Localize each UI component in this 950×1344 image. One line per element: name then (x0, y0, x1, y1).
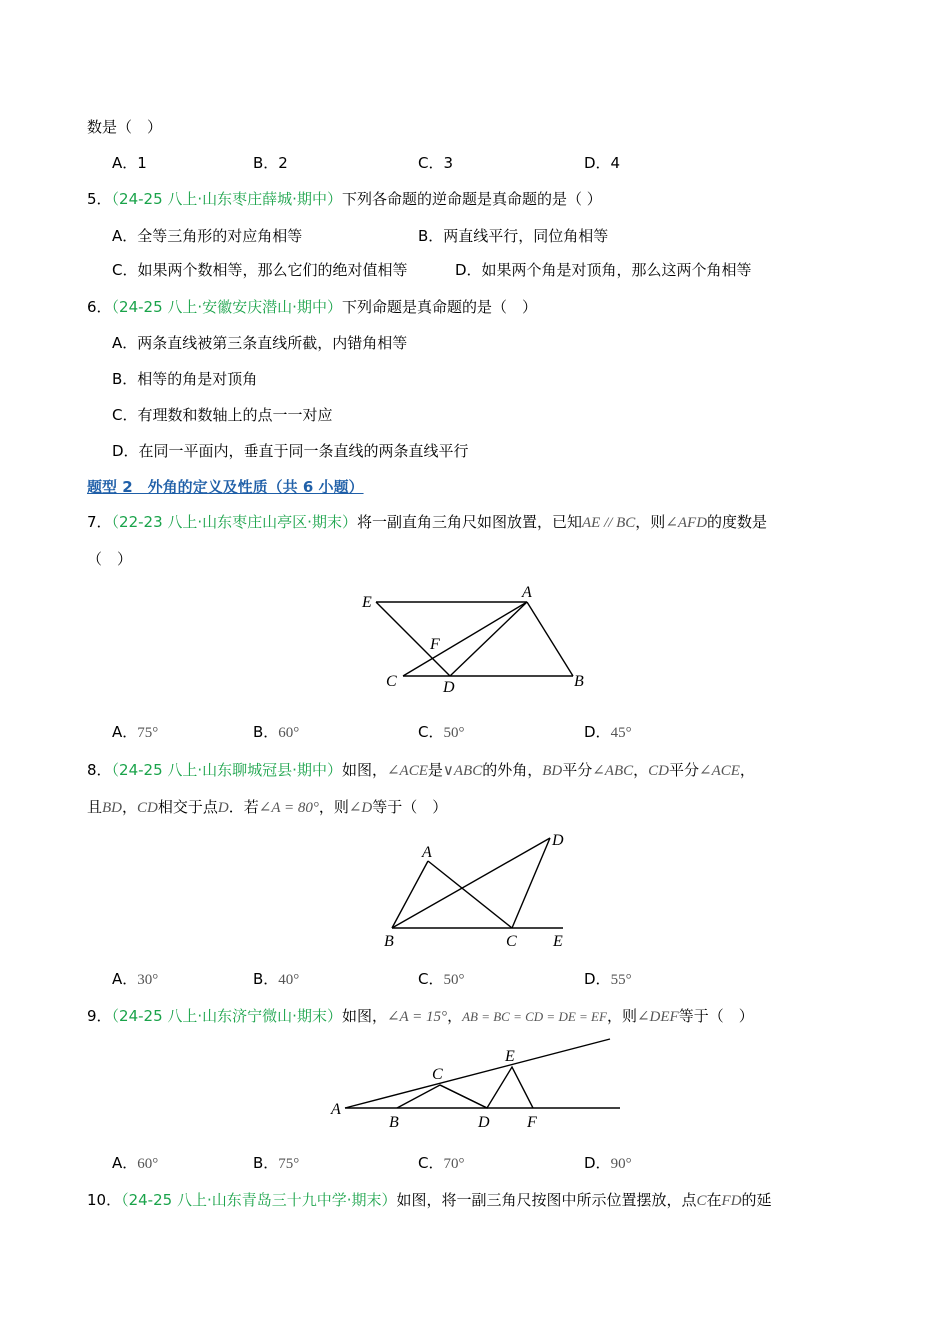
q7-text-b: ，则 (635, 513, 666, 531)
q9-label-a: A (331, 1101, 341, 1118)
section-heading: 题型 2 外角的定义及性质（共 6 小题） (87, 478, 364, 496)
q10-source: （24-25 八上·山东青岛三十九中学·期末） (121, 1191, 397, 1209)
q8-source: （24-25 八上·山东聊城冠县·期中） (111, 761, 342, 779)
q7-label-b: B (574, 673, 584, 690)
q8-option-a-value: 30° (137, 972, 159, 988)
q8-label-b: B (384, 933, 394, 950)
q5-text: 下列各命题的逆命题是真命题的是（ ） (341, 190, 602, 208)
q7-option-a: A．75° (112, 723, 159, 741)
q7-option-a-value: 75° (137, 725, 159, 741)
q9-option-d-value: 90° (610, 1156, 632, 1172)
q8-label-d: D (552, 832, 564, 849)
q4-option-c: C．3 (418, 154, 454, 172)
q4-stem-continuation: 数是（ ） (87, 118, 163, 136)
q5-option-c: C．如果两个数相等，那么它们的绝对值相等 (112, 261, 408, 279)
q8-line-ac (428, 861, 512, 928)
q8-label-a: A (422, 844, 432, 861)
q6-option-b: B．相等的角是对顶角 (112, 370, 258, 388)
q9-line-cd (440, 1085, 487, 1108)
q7-label-d: D (443, 679, 455, 696)
q9-stem: 9．（24-25 八上·山东济宁微山·期末）如图，∠A = 15°，AB = BC = CD = DE = EF，则∠DEF等于（ ） (87, 1007, 754, 1025)
q6-stem (87, 297, 537, 317)
q7-label-e: E (362, 594, 372, 611)
q6-option-a: A．两条直线被第三条直线所截，内错角相等 (112, 334, 408, 352)
q7-line-ab (527, 602, 573, 676)
q7-text-a: 将一副直角三角尺如图放置，已知 (356, 513, 582, 531)
q9-option-b: B．75° (253, 1154, 300, 1172)
q9-option-c: C．70° (418, 1154, 465, 1172)
q9-option-c-value: 70° (443, 1156, 465, 1172)
q8-option-d: D．55° (584, 970, 632, 988)
q7-source: （22-23 八上·山东枣庄山亭区·期末） (111, 513, 357, 531)
q8-option-d-value: 55° (610, 972, 632, 988)
q4-option-d: D．4 (584, 154, 621, 172)
q10-number: 10． (87, 1191, 122, 1209)
q9-ray-ae (345, 1039, 610, 1108)
q9-label-e: E (505, 1048, 515, 1065)
q8-option-b-value: 40° (278, 972, 300, 988)
q9-figure (325, 1035, 625, 1135)
q9-option-a: A．60° (112, 1154, 159, 1172)
q7-label-f: F (430, 636, 440, 653)
q7-number: 7． (87, 513, 112, 531)
q7-label-a: A (522, 584, 532, 601)
q6-source: （24-25 八上·安徽安庆潜山·期中） (111, 298, 342, 316)
q5-option-b: B．两直线平行，同位角相等 (418, 227, 609, 245)
q8-label-c: C (506, 933, 517, 950)
q5-option-d: D．如果两个角是对顶角，那么这两个角相等 (455, 261, 752, 279)
q7-math-parallel: AE // BC (581, 515, 636, 531)
q7-figure (360, 585, 600, 700)
q6-option-c: C．有理数和数轴上的点一一对应 (112, 406, 333, 424)
q8-line-cd (512, 838, 550, 928)
q8-option-c-value: 50° (443, 972, 465, 988)
q6-text: 下列命题是真命题的是（ ） (341, 298, 537, 316)
q7-math-angle: ∠AFD (665, 515, 708, 531)
q8-option-a: A．30° (112, 970, 159, 988)
q10-stem: 10．（24-25 八上·山东青岛三十九中学·期末）如图，将一副三角尺按图中所示位置摆放，点C在FD的延 (87, 1191, 772, 1209)
q9-option-a-value: 60° (137, 1156, 159, 1172)
q8-figure (380, 828, 580, 953)
q8-number: 8． (87, 761, 112, 779)
q7-option-d-value: 45° (610, 725, 632, 741)
q5-number: 5． (87, 190, 112, 208)
q9-number: 9． (87, 1007, 112, 1025)
q4-option-a: A．1 (112, 154, 147, 172)
q5-option-a: A．全等三角形的对应角相等 (112, 227, 303, 245)
q9-option-d: D．90° (584, 1154, 632, 1172)
q8-option-c: C．50° (418, 970, 465, 988)
q9-label-b: B (389, 1114, 399, 1131)
q8-option-b: B．40° (253, 970, 300, 988)
q7-stem-bracket: （ ） (87, 550, 133, 568)
q6-option-d: D．在同一平面内，垂直于同一条直线的两条直线平行 (112, 442, 469, 460)
q6-number: 6． (87, 298, 112, 316)
q9-label-d: D (478, 1114, 490, 1131)
q5-source: （24-25 八上·山东枣庄薛城·期中） (111, 190, 342, 208)
q7-stem (87, 512, 767, 533)
q7-line-da (450, 602, 527, 676)
q9-label-c: C (432, 1066, 443, 1083)
q7-option-b: B．60° (253, 723, 300, 741)
q7-line-ca (403, 602, 527, 676)
q7-option-c-value: 50° (443, 725, 465, 741)
q7-option-c: C．50° (418, 723, 465, 741)
q9-zigzag (397, 1067, 533, 1108)
q7-label-c: C (386, 673, 397, 690)
q4-option-b: B．2 (253, 154, 288, 172)
q8-stem-line1: 8．（24-25 八上·山东聊城冠县·期中）如图，∠ACE是∨ABC的外角，BD平分∠ABC，CD平分∠ACE， (87, 761, 755, 779)
q9-label-f: F (527, 1114, 537, 1131)
q7-option-b-value: 60° (278, 725, 300, 741)
q9-option-b-value: 75° (278, 1156, 300, 1172)
q8-stem-line2: 且BD，CD相交于点D．若∠A = 80°，则∠D等于（ ） (87, 798, 448, 816)
q8-label-e: E (553, 933, 563, 950)
q7-text-c: 的度数是 (707, 513, 768, 531)
q5-stem (87, 189, 602, 209)
q7-option-d: D．45° (584, 723, 632, 741)
q9-source: （24-25 八上·山东济宁微山·期末） (111, 1007, 342, 1025)
